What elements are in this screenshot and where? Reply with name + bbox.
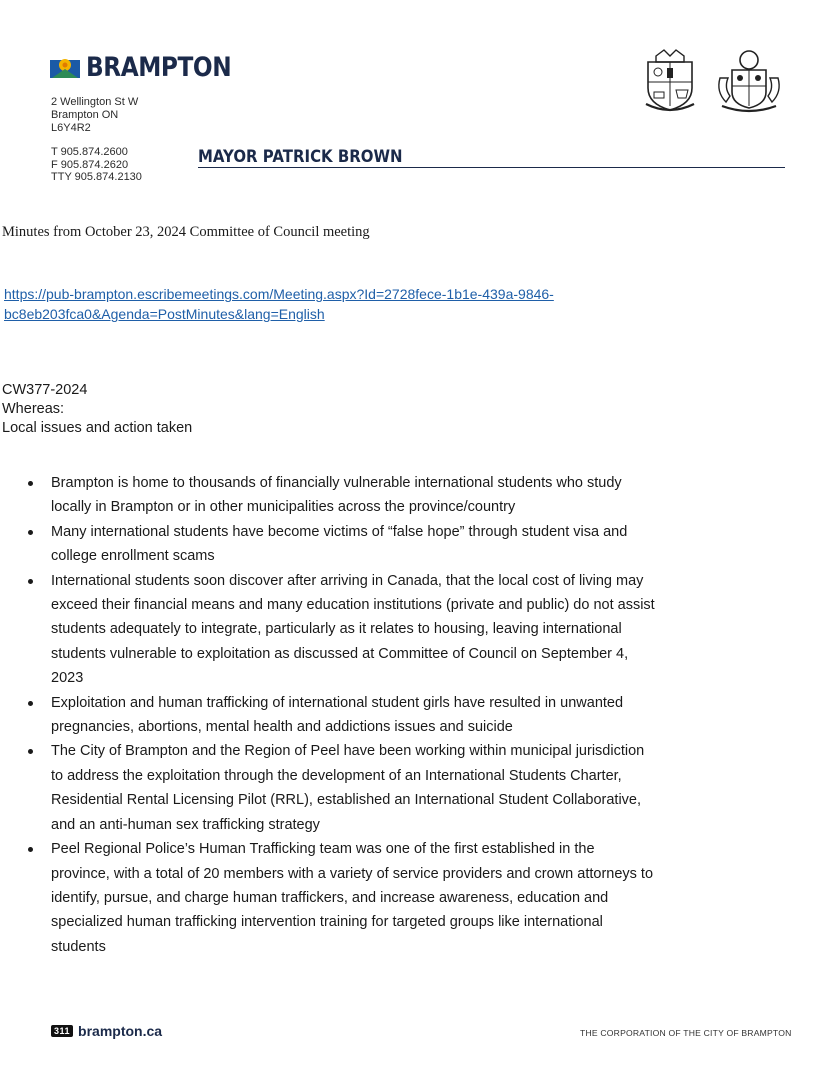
- address-line: 2 Wellington St W: [51, 96, 139, 108]
- minutes-title: Minutes from October 23, 2024 Committee of Council meeting: [2, 224, 370, 240]
- bullet-icon: [28, 530, 33, 535]
- bullet-icon: [28, 847, 33, 852]
- bullet-icon: [28, 749, 33, 754]
- whereas-bullet-list: [24, 471, 744, 959]
- bullet-line: Brampton is home to thousands of financially vulnerable international students who study: [51, 475, 622, 491]
- logo-wordmark: BRAMPTON: [86, 52, 232, 83]
- brampton-logo: [50, 52, 255, 83]
- list-item: [24, 569, 744, 691]
- bullet-line: International students soon discover after arriving in Canada, that the local cost of living may: [51, 572, 644, 589]
- 311-badge-icon: 311: [51, 1025, 73, 1037]
- bullet-icon: [28, 701, 33, 706]
- bullet-line: pregnancies, abortions, mental health and addictions issues and suicide: [51, 719, 513, 736]
- mailing-address: [51, 96, 138, 135]
- motion-intro: [2, 381, 192, 438]
- bullet-line: students adequately to integrate, particularly as it relates to housing, leaving international: [51, 621, 622, 638]
- link-line: bc8eb203fca0&Agenda=PostMinutes&lang=English: [4, 306, 325, 322]
- office-title: MAYOR PATRICK BROWN: [198, 147, 403, 167]
- address-line: Brampton ON: [51, 109, 119, 121]
- minutes-link[interactable]: [4, 284, 644, 324]
- bullet-line: college enrollment scams: [51, 548, 215, 565]
- bullet-line: Many international students have become victims of “false hope” through student visa and: [51, 523, 628, 540]
- coat-of-arms-icon: [714, 48, 784, 114]
- link-line: https://pub-brampton.escribemeetings.com/Meeting.aspx?Id=2728fece-1b1e-439a-9846-: [4, 286, 554, 302]
- whereas-label: Whereas:: [2, 401, 65, 417]
- footer-corporation: THE CORPORATION OF THE CITY OF BRAMPTON: [580, 1028, 792, 1038]
- footer-site-link[interactable]: brampton.ca: [78, 1023, 163, 1039]
- bullet-line: and an anti-human sex trafficking strategy: [51, 816, 320, 833]
- list-item: [24, 691, 744, 740]
- bullet-line: Residential Rental Licensing Pilot (RRL), established an International Student Collaborative,: [51, 792, 642, 809]
- bullet-line: province, with a total of 20 members with a variety of service providers and crown attorneys to: [51, 865, 654, 882]
- bullet-line: identify, pursue, and charge human traffickers, and increase awareness, education and: [51, 889, 609, 906]
- list-item: [24, 520, 744, 569]
- tty-line: TTY 905.874.2130: [51, 171, 142, 183]
- phone-line: T 905.874.2600: [51, 146, 128, 158]
- bullet-line: The City of Brampton and the Region of Peel have been working within municipal jurisdiction: [51, 743, 645, 760]
- item-number: CW377-2024: [2, 382, 88, 398]
- bullet-line: to address the exploitation through the development of an International Students Charter,: [51, 767, 622, 784]
- bullet-line: exceed their financial means and many education institutions (private and public) do not assist: [51, 597, 655, 614]
- brampton-flower-logo-icon: [50, 56, 80, 80]
- bullet-icon: [28, 579, 33, 584]
- bullet-line: 2023: [51, 670, 84, 687]
- contact-numbers: [51, 146, 142, 184]
- list-item: [24, 739, 744, 837]
- bullet-line: students vulnerable to exploitation as discussed at Committee of Council on September 4,: [51, 645, 629, 662]
- bullet-line: Peel Regional Police’s Human Trafficking team was one of the first established in the: [51, 841, 595, 858]
- bullet-line: students: [51, 938, 106, 955]
- section-heading: Local issues and action taken: [2, 420, 193, 436]
- list-item: [24, 837, 744, 959]
- bullet-icon: [28, 481, 33, 486]
- bullet-line: Exploitation and human trafficking of international student girls have resulted in unwanted: [51, 694, 624, 711]
- fax-line: F 905.874.2620: [51, 158, 129, 171]
- bullet-line: specialized human trafficking intervention training for targeted groups like international: [51, 914, 603, 931]
- footer-website: [51, 1023, 162, 1039]
- city-crest-icon: [642, 48, 698, 114]
- header-rule: [198, 167, 785, 168]
- address-line: L6Y4R2: [51, 122, 91, 134]
- list-item: [24, 471, 744, 520]
- bullet-line: locally in Brampton or in other municipalities across the province/country: [51, 499, 516, 516]
